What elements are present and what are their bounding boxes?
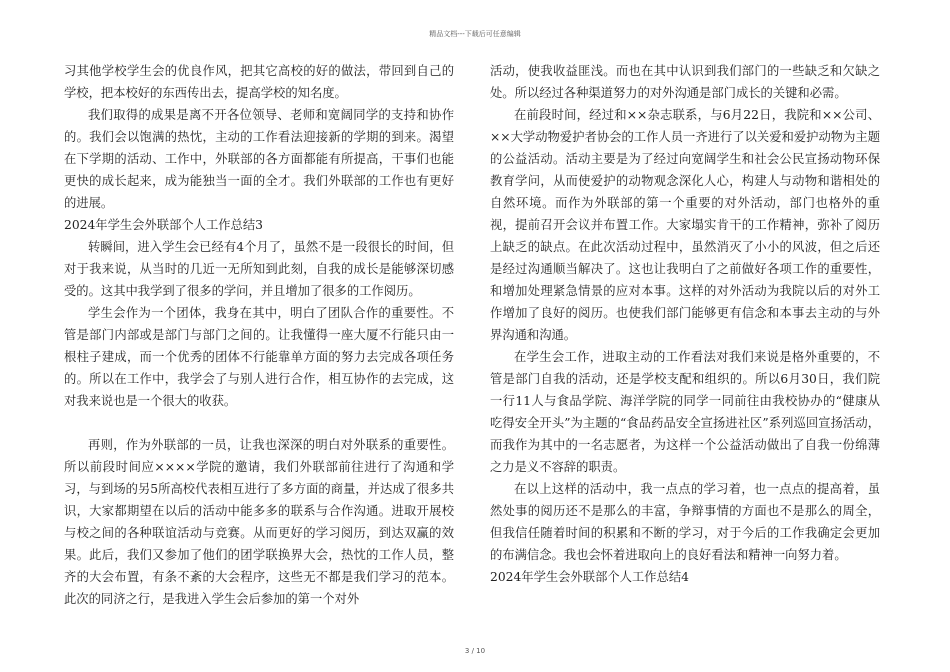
left-paragraph-4: 学生会作为一个团体，我身在其中，明白了团队合作的重要性。不管是部门内部或是部门与部门之间的。让我懂得一座大厦不行能只由一根柱子建成，而一个优秀的团体不行能靠单方面的努力去完成各项任务的。所以在工作中，我学会了与别人进行合作，相互协作的去完成，这对我来说也是一个很大的收获。 [64, 306, 454, 408]
left-paragraph-5: 再则，作为外联部的一员，让我也深深的明白对外联系的重要性。所以前段时间应××××学院的邀请，我们外联部前往进行了沟通和学习，与到场的另5所高校代表相互进行了多方面的商量，并达成了很多共识，大家都期望在以后的活动中能多多的联系与合作沟通。进取开展校与校之间的各种联谊活动与竞赛。从而更好的学习阅历，到达双赢的效果。此后，我们又参加了他们的团学联换界大会，热忱的工作人员，整齐的大会布置，有条不紊的大会程序，这些无不都是我们学习的范本。此次的同济之行，是我进入学生会后参加的第一个对外 [64, 438, 454, 606]
section-heading-3: 2024年学生会外联部个人工作总结3 [64, 218, 263, 232]
left-paragraph-2: 我们取得的成果是离不开各位领导、老师和宽阔同学的支持和协作的。我们会以饱满的热忱，主动的工作看法迎接新的学期的到来。渴望在下学期的活动、工作中，外联部的各方面都能有所提高，干事们也能更快的成长起来，成为能独当一面的全才。我们外联部的工作也有更好的进展。 [64, 108, 454, 210]
left-column [64, 60, 454, 610]
right-paragraph-3: 在学生会工作，进取主动的工作看法对我们来说是格外重要的，不管是部门自我的活动，还是学校支配和组织的。所以6月30日，我们院一行11人与食品学院、海洋学院的同学一同前往由我校协办的“健康从吃得安全开头”为主题的“食品药品安全宣扬进社区”系列巡回宣扬活动，而我作为其中的一名志愿者，为这样一个公益活动做出了自我一份绵薄之力是义不容辞的职责。 [490, 350, 880, 474]
left-paragraph-1: 习其他学校学生会的优良作风，把其它高校的好的做法，带回到自己的学校，把本校好的东西传出去，提高学校的知名度。 [64, 64, 454, 100]
page-indicator: 3 / 10 [464, 647, 486, 655]
paragraph-gap [64, 412, 454, 434]
page-header: 精品文档---下载后可任意编辑 [429, 30, 521, 38]
right-paragraph-2: 在前段时间，经过和××杂志联系，与6月22日，我院和××公司、××大学动物爱护者协会的工作人员一齐进行了以关爱和爱护动物为主题的公益活动。活动主要是为了经过向宽阔学生和社会公民宣扬动物环保教育学问，从而使爱护的动物观念深化人心，构建人与动物和谐相处的自然环境。而作为外联部的第一个重要的对外活动，部门也格外的重视，提前召开会议并布置工作。大家塌实肯干的工作精神，弥补了阅历上缺乏的缺点。在此次活动过程中，虽然消灭了小小的风波，但之后还是经过沟通顺当解决了。这也让我明白了之前做好各项工作的重要性，和增加处理紧急情景的应对本事。这样的对外活动为我院以后的对外工作增加了良好的阅历。也使我们部门能够更有信念和本事去主动的与外界沟通和沟通。 [490, 108, 880, 342]
right-paragraph-4: 在以上这样的活动中，我一点点的学习着，也一点点的提高着，虽然处事的阅历还不是那么的丰富，争辩事情的方面也不是那么的周全，但我信任随着时间的积累和不断的学习，对于今后的工作我确定会更加的布满信念。我也会怀着进取向上的良好看法和精神一向努力着。 [490, 482, 880, 562]
left-paragraph-3: 转瞬间，进入学生会已经有4个月了，虽然不是一段很长的时间，但对于我来说，从当时的几近一无所知到此刻，自我的成长是能够深切感受的。这其中我学到了很多的学问，并且增加了很多的工作阅历。 [64, 240, 454, 298]
section-heading-4: 2024年学生会外联部个人工作总结4 [490, 570, 689, 584]
right-paragraph-1: 活动，使我收益匪浅。而也在其中认识到我们部门的一些缺乏和欠缺之处。所以经过各种渠道努力的对外沟通是部门成长的关键和必需。 [490, 64, 880, 100]
right-column [490, 60, 880, 588]
